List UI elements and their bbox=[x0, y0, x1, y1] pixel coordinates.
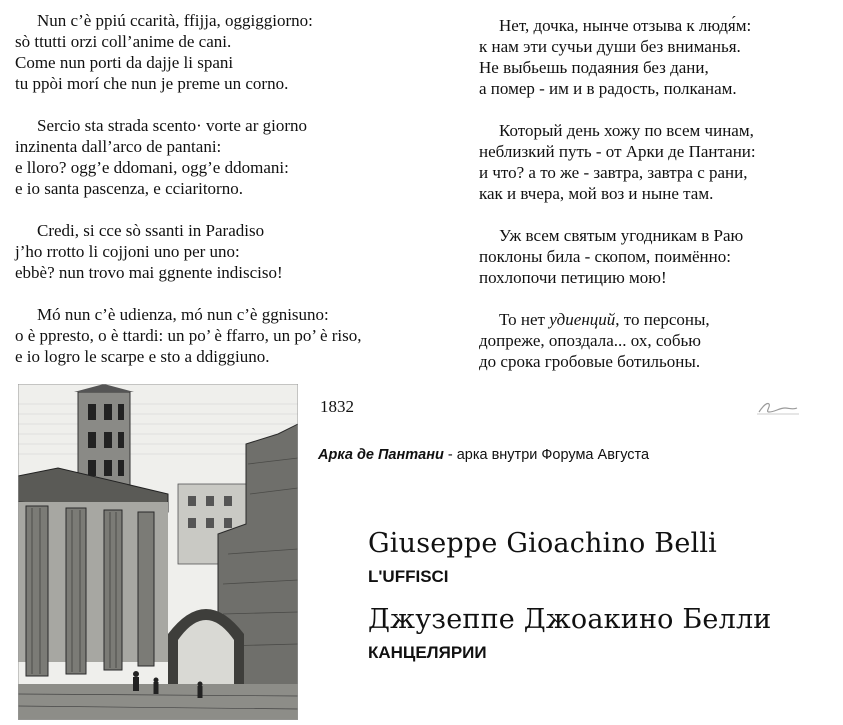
stanza bbox=[479, 309, 756, 372]
poem-line: Come nun porti da dajje li spani bbox=[15, 53, 234, 72]
footnote bbox=[318, 447, 649, 463]
italic-word: удиенций bbox=[549, 310, 616, 329]
poem-line: sò ttutti orzi coll’anime de cani. bbox=[15, 32, 232, 51]
author-name-russian: Джузеппе Джоакино Белли bbox=[368, 604, 772, 635]
poem-line: ebbè? nun trovo mai ggnente indisciso! bbox=[15, 263, 283, 282]
poem-line: похлопочи петицию мою! bbox=[479, 268, 667, 287]
poem-line: Sercio sta strada scento· vorte ar giorno bbox=[37, 116, 308, 135]
stanza bbox=[479, 15, 756, 99]
poem-russian bbox=[479, 15, 756, 393]
poem-line: inzinenta dall’arco de pantani: bbox=[15, 137, 222, 156]
poem-line: Уж всем святым угодникам в Раю bbox=[499, 226, 744, 245]
signature-icon bbox=[755, 396, 801, 418]
stanza bbox=[15, 115, 362, 199]
poem-line: неблизкий путь - от Арки де Пантани: bbox=[479, 142, 756, 161]
poem-line: e lloro? ogg’e ddomani, ogg’e ddomani: bbox=[15, 158, 289, 177]
poem-line: Который день хожу по всем чинам, bbox=[499, 121, 754, 140]
poem-line: Credi, si cce sò ssanti in Paradiso bbox=[37, 221, 265, 240]
author-name-italian: Giuseppe Gioachino Belli bbox=[368, 528, 718, 559]
footnote-term: Арка де Пантани bbox=[318, 447, 444, 463]
poem-italian bbox=[15, 10, 362, 388]
year: 1832 bbox=[320, 397, 354, 416]
poem-line bbox=[479, 309, 756, 330]
poem-line: допреже, опоздала... ох, собью bbox=[479, 331, 701, 350]
poem-line-part: То нет bbox=[499, 310, 550, 329]
poem-line: Не выбьешь подаяния без дани, bbox=[479, 58, 709, 77]
poem-line: а помер - им и в радость, полканам. bbox=[479, 79, 737, 98]
poem-line: tu ppòi morí che nun je preme un corno. bbox=[15, 74, 289, 93]
poem-line: поклоны била - скопом, поимённо: bbox=[479, 247, 731, 266]
poem-title-russian: КАНЦЕЛЯРИИ bbox=[368, 643, 487, 662]
poem-line-part: , то персоны, bbox=[615, 310, 710, 329]
stanza bbox=[479, 225, 756, 288]
poem-title-italian: L'UFFISCI bbox=[368, 567, 449, 586]
poem-line: к нам эти сучьи души без вниманья. bbox=[479, 37, 741, 56]
poem-line: и что? а то же - завтра, завтра с рани, bbox=[479, 163, 748, 182]
poem-line: до срока гробовые ботильоны. bbox=[479, 352, 701, 371]
poem-line: o è ppresto, o è ttardi: un po’ è ffarro, un po’ è riso, bbox=[15, 326, 362, 345]
engraving-roman-ruins-icon bbox=[18, 384, 298, 720]
footnote-text: - арка внутри Форума Августа bbox=[443, 447, 650, 463]
poem-line: как и вчера, мой воз и ныне там. bbox=[479, 184, 714, 203]
poem-line: Нет, дочка, нынче отзыва к людя́м: bbox=[499, 16, 752, 35]
poem-line: j’ho rrotto li cojjoni uno per uno: bbox=[15, 242, 240, 261]
poem-line: Mó nun c’è udienza, mó nun c’è ggnisuno: bbox=[37, 305, 329, 324]
poem-line: e io logro le scarpe e sto a ddiggiuno. bbox=[15, 347, 270, 366]
poem-line: Nun c’è ppiú ccarità, ffijja, oggiggiorno: bbox=[37, 11, 313, 30]
stanza bbox=[15, 304, 362, 367]
poem-line: e io santa pascenza, e cciaritorno. bbox=[15, 179, 243, 198]
stanza bbox=[15, 10, 362, 94]
stanza bbox=[479, 120, 756, 204]
stanza bbox=[15, 220, 362, 283]
